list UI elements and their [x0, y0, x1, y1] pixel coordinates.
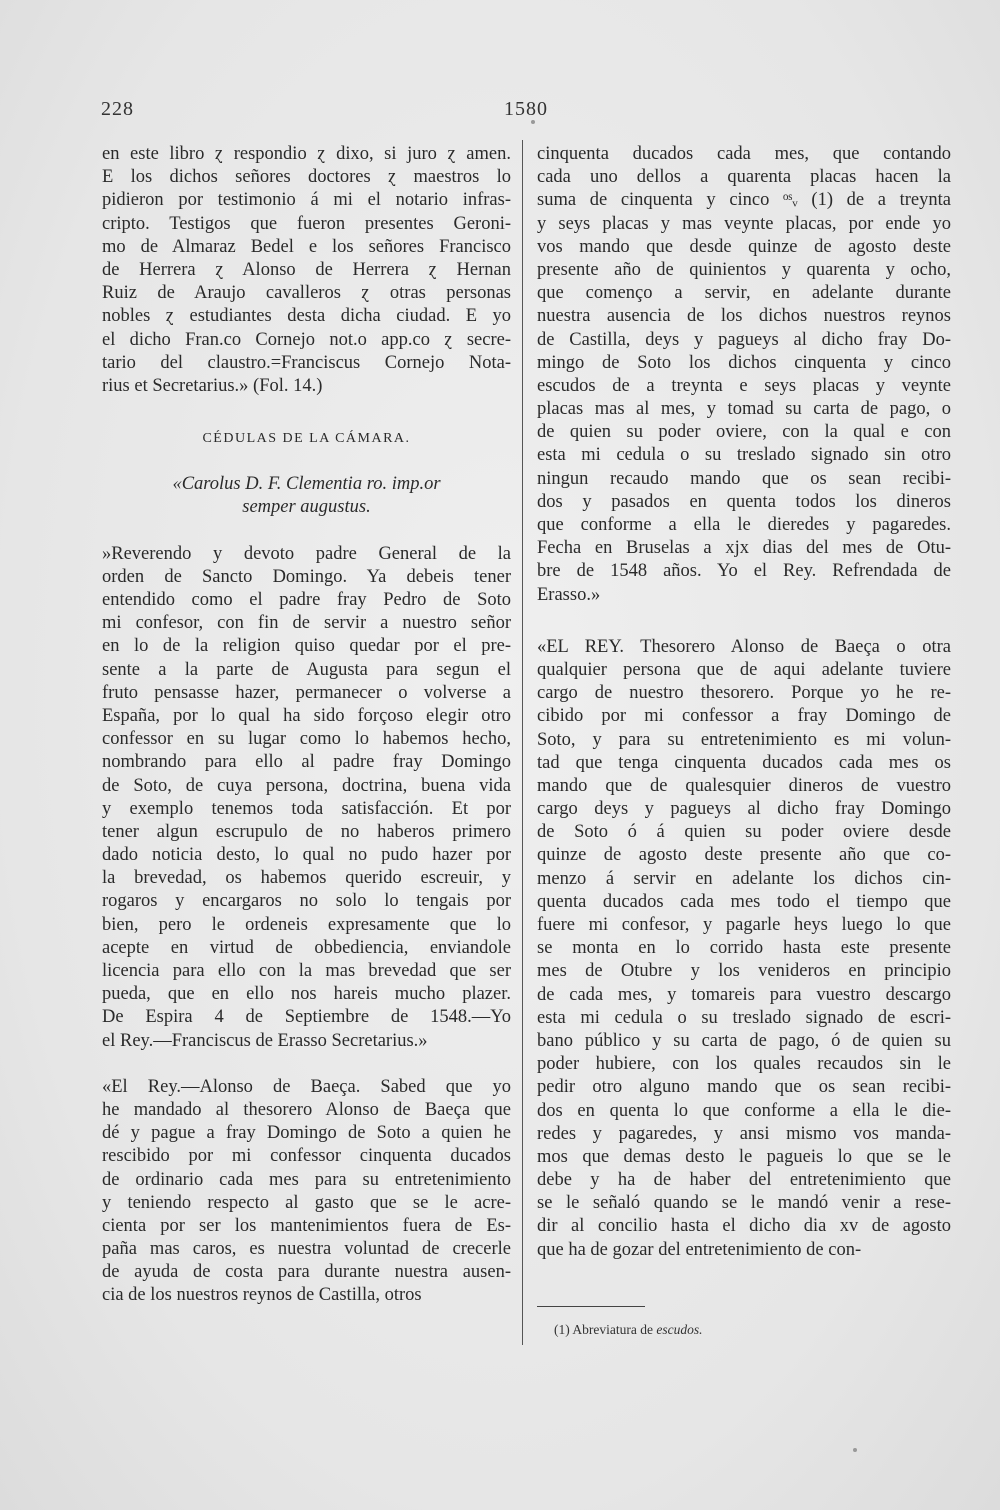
- text-line: tener algun escrupulo de no haberos primero: [102, 821, 511, 842]
- text-line: confessor en su lugar como lo habemos hecho,: [102, 729, 511, 750]
- text-line: el dicho Fran.co Cornejo not.o app.co ɀ secre-: [102, 329, 511, 350]
- text-line: poder hubiere, con los quales recaudos sin le: [537, 1054, 951, 1075]
- text-line: se monta en lo corrido hasta este presente: [537, 938, 951, 959]
- text-line: de Herrera ɀ Alonso de Herrera ɀ Hernan: [102, 259, 511, 280]
- text-line: rius et Secretarius.» (Fol. 14.): [102, 375, 323, 396]
- text-line: bano público y su carta de pago, ó de quien su: [537, 1030, 951, 1051]
- salutation-line-1: «Carolus D. F. Clementia ro. imp.or: [172, 474, 441, 495]
- text-line: placas mas al mes, y tomad su carta de pago, o: [537, 399, 951, 420]
- paragraph-thesorero: [537, 636, 951, 1262]
- text-line: fruto pensasse hazer, permanecer o volverse a: [102, 682, 511, 703]
- text-line: pidieron por testimonio á mi el notario infras-: [102, 190, 511, 211]
- text-line: dé y pague a fray Domingo de Soto a quien he: [102, 1123, 511, 1144]
- text-line: nobles ɀ estudiantes desta dicha ciudad. E yo: [102, 306, 511, 327]
- text-line: de Castilla, deys y pagueys al dicho fray Do-: [537, 329, 951, 350]
- text-line: nombrando para ello al padre fray Domingo: [102, 752, 511, 773]
- text-line: dos y pasados en quenta todos los dineros: [537, 491, 951, 512]
- text-line: mando que de qualesquier dineros de vuestro: [537, 775, 951, 796]
- text-line: cienta por ser los mantenimientos fuera de Es-: [102, 1215, 511, 1236]
- left-column: [102, 143, 511, 1308]
- text-line: mos que demas desto le pagueis lo que se le: [537, 1146, 951, 1167]
- text-line: escudos de a treynta e seys placas y veynte: [537, 375, 951, 396]
- text-line: fuere mi confesor, y pagarle heys luego lo que: [537, 915, 951, 935]
- text-line: de Soto, de cuya persona, doctrina, buena vida: [102, 775, 511, 796]
- text-line: »Reverendo y devoto padre General de la: [102, 543, 511, 564]
- text-line: rogaros y encargaros no solo lo tengais por: [102, 891, 511, 912]
- salutation-line-2: semper augustus.: [242, 497, 371, 518]
- text-line: pedir otro alguno mando que os sean recibi-: [537, 1077, 951, 1098]
- text-line: rescibido por mi confessor cinquenta ducados: [102, 1146, 511, 1167]
- text-line: redes y pagaredes, y ansi mismo vos manda-: [537, 1123, 951, 1144]
- text-line: dos en quenta lo que conforme a ella le die-: [537, 1100, 951, 1121]
- footnote: [554, 1322, 702, 1338]
- text-line: Soto, y para su entretenimiento es mi volun-: [537, 729, 951, 750]
- right-column: [537, 143, 951, 1262]
- text-line: licencia para ello con la mas brevedad que ser: [102, 961, 511, 981]
- text-line: ningun recaudo mando que os sean recibi-: [537, 468, 951, 489]
- text-line: y seys placas y mas veynte placas, por ende yo: [537, 213, 951, 234]
- text-line: debe y ha de haber del entretenimiento que: [537, 1170, 951, 1191]
- text-line: que començo a servir, en adelante durante: [537, 283, 951, 304]
- text-line: suma de cinquenta y cinco ᵒˢᵥ (1) de a treynta: [537, 190, 951, 211]
- text-line: España, por lo qual ha sido forçoso elegir otro: [102, 705, 511, 726]
- text-line: de quien su poder oviere, con la qual e con: [537, 422, 951, 443]
- text-line: tad que tenga cinquenta ducados cada mes os: [537, 752, 951, 773]
- text-line: nuestra ausencia de los dichos nuestros reynos: [537, 306, 951, 327]
- text-line: vos mando que desde quinze de agosto deste: [537, 236, 951, 257]
- page-number: 228: [101, 98, 134, 120]
- text-line: mingo de Soto los dichos cinquenta y cinco: [537, 352, 951, 373]
- paragraph-el-rey: [102, 1076, 511, 1308]
- text-line: en este libro ɀ respondio ɀ dixo, si juro ɀ amen.: [102, 144, 511, 164]
- text-line: cripto. Testigos que fueron presentes Geroni-: [102, 213, 511, 234]
- text-line: cargo de nuestro thesorero. Porque yo he re-: [537, 683, 951, 704]
- text-line: mes de Otubre y los venideros en principio: [537, 961, 951, 982]
- text-line: orden de Sancto Domingo. Ya debeis tener: [102, 566, 511, 587]
- text-line: qualquier persona que de aqui adelante tuviere: [537, 659, 951, 680]
- paragraph-oath: [102, 143, 511, 398]
- column-divider: [522, 140, 523, 1345]
- text-line: la brevedad, os habemos querido escreuir, y: [102, 868, 511, 889]
- text-line: presente año de quinientos y quarenta y ocho,: [537, 259, 951, 280]
- text-line: menzo á servir en adelante los dichos cin-: [537, 868, 951, 889]
- text-line: De Espira 4 de Septiembre de 1548.—Yo: [102, 1007, 511, 1028]
- text-line: bien, pero le ordeneis expresamente que lo: [102, 914, 511, 935]
- text-line: cada uno dellos a quarenta placas hacen la: [537, 167, 951, 188]
- page-header: [0, 98, 1000, 128]
- text-line: E los dichos señores doctores ɀ maestros lo: [102, 167, 511, 188]
- text-line: y teniendo respecto al gasto que se le acre-: [102, 1192, 511, 1213]
- text-line: paña mas caros, es nuestra voluntad de crecerle: [102, 1239, 511, 1260]
- text-line: dado noticia desto, lo qual no pudo hazer por: [102, 845, 511, 866]
- text-line: entendido como el padre fray Pedro de Soto: [102, 590, 511, 610]
- text-line: mi confesor, con fin de servir a nuestro señor: [102, 613, 511, 634]
- text-line: pueda, que en ello nos hareis mucho plazer.: [102, 984, 511, 1005]
- text-line: cargo deys y pagueys al dicho fray Domingo: [537, 799, 951, 820]
- section-heading: CÉDULAS DE LA CÁMARA.: [202, 431, 411, 447]
- text-line: «El Rey.—Alonso de Baeça. Sabed que yo: [102, 1076, 511, 1097]
- text-line: de cada mes, y tomareis para vuestro descargo: [537, 984, 951, 1005]
- text-line: dir al concilio hasta el dicho dia xv de agosto: [537, 1216, 951, 1237]
- text-line: cibido por mi confessor a fray Domingo de: [537, 706, 951, 727]
- text-line: esta mi cedula o su treslado signado de escri-: [537, 1007, 951, 1028]
- text-line: de Soto ó á quien su poder oviere desde: [537, 822, 951, 843]
- footnote-number: (1): [554, 1322, 570, 1337]
- text-line: cia de los nuestros reynos de Castilla, otros: [102, 1285, 422, 1306]
- text-line: que conforme a ella le dieredes y pagaredes.: [537, 515, 951, 535]
- text-line: en lo de la religion quiso quedar por el pre-: [102, 636, 511, 657]
- text-line: acepte en virtud de obbediencia, enviandole: [102, 937, 511, 958]
- text-line: y exemplo tenemos toda satisfacción. Et por: [102, 798, 511, 819]
- paper-speck: [853, 1448, 857, 1452]
- text-line: mo de Almaraz Bedel e los señores Francisco: [102, 236, 511, 257]
- text-line: Erasso.»: [537, 584, 601, 605]
- text-line: quinze de agosto deste presente año que co-: [537, 845, 951, 866]
- text-line: Ruiz de Araujo cavalleros ɀ otras personas: [102, 283, 511, 304]
- paragraph-letter: [102, 543, 511, 1053]
- text-line: bre de 1548 años. Yo el Rey. Refrendada de: [537, 561, 951, 582]
- text-line: que ha de gozar del entretenimiento de con-: [537, 1239, 862, 1260]
- running-head-year: 1580: [504, 98, 548, 120]
- text-line: «EL REY. Thesorero Alonso de Baeça o otra: [537, 636, 951, 657]
- text-line: esta mi cedula o su treslado signado sin otro: [537, 445, 951, 466]
- paper-speck: [531, 120, 535, 124]
- text-line: de ordinario cada mes para su entretenimiento: [102, 1169, 511, 1190]
- text-line: de ayuda de costa para durante nuestra ausen-: [102, 1262, 511, 1283]
- footnote-text: Abreviatura de: [572, 1322, 653, 1337]
- text-line: tario del claustro.=Franciscus Cornejo Nota-: [102, 352, 511, 373]
- text-line: cinquenta ducados cada mes, que contando: [537, 144, 951, 164]
- text-line: sente a la parte de Augusta para segun el: [102, 659, 511, 680]
- footnote-term: escudos.: [656, 1322, 703, 1337]
- text-line: quenta ducados cada mes todo el tiempo que: [537, 891, 951, 912]
- text-line: el Rey.—Franciscus de Erasso Secretarius.»: [102, 1030, 428, 1051]
- text-line: se le señaló quando se le mandó venir a rese-: [537, 1193, 951, 1214]
- paragraph-continuation: [537, 143, 951, 607]
- footnote-rule: [537, 1306, 645, 1307]
- text-line: Fecha en Bruselas a xjx dias del mes de Otu-: [537, 538, 951, 559]
- text-line: he mandado al thesorero Alonso de Baeça que: [102, 1099, 511, 1120]
